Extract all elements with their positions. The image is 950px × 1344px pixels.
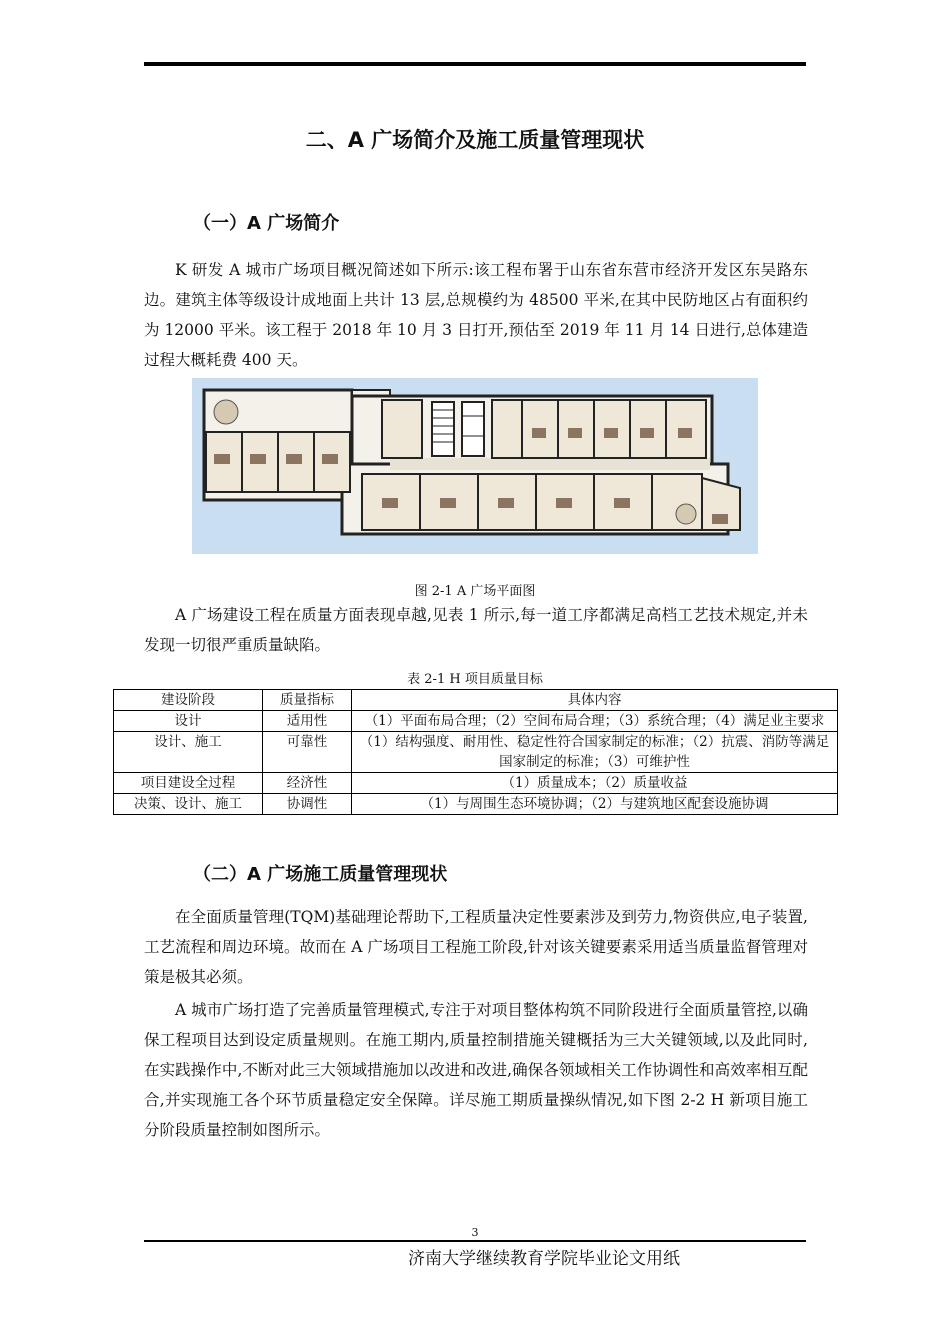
table-cell: 设计 — [114, 711, 263, 732]
table-header-cell: 质量指标 — [263, 690, 352, 711]
table-cell: （1）结构强度、耐用性、稳定性符合国家制定的标准；（2）抗震、消防等满足国家制定的标准；（3）可维护性 — [352, 732, 838, 773]
table-cell: 可靠性 — [263, 732, 352, 773]
footer-label: 济南大学继续教育学院毕业论文用纸 — [408, 1249, 680, 1269]
paragraph-management: A 城市广场打造了完善质量管理模式,专注于对项目整体构筑不同阶段进行全面质量管控,以确保工程项目达到设定质量规则。在施工期内,质量控制措施关键概括为三大关键领域,以及此同时,在实践操作中,不断对此三大领域措施加以改进和改进,确保各领域相关工作协调性和高效率相互配合,并实现施工各个环节质量稳定安全保障。详尽施工期质量操纵情况,如下图 2-2 H 新项目施工分阶段质量控制如图所示。 — [144, 1001, 808, 1139]
table-header-cell: 具体内容 — [352, 690, 838, 711]
subsection-title-1: （一）A 广场简介 — [193, 213, 340, 234]
paragraph-intro: K 研发 A 城市广场项目概况简述如下所示:该工程布署于山东省东营市经济开发区东吴路东边。建筑主体等级设计成地面上共计 13 层,总规模约为 48500 平米,在其中民防地区占有面积约为 12000 平米。该工程于 2018 年 10 月 3 日打开,预估至 2019 年 11 月 14 日进行,总体建造过程大概耗费 400 天。 — [144, 261, 808, 369]
paragraph-tqm: 在全面质量管理(TQM)基础理论帮助下,工程质量决定性要素涉及到劳力,物资供应,电子装置,工艺流程和周边环境。故而在 A 广场项目工程施工阶段,针对该关键要素采用适当质量监督管理对策是极其必须。 — [144, 908, 808, 986]
paragraph-quality: A 广场建设工程在质量方面表现卓越,见表 1 所示,每一道工序都满足高档工艺技术规定,并未发现一切很严重质量缺陷。 — [144, 606, 808, 654]
quality-goals-table — [113, 689, 838, 815]
table-header-row — [114, 690, 838, 711]
table-cell: （1）质量成本；（2）质量收益 — [352, 773, 838, 794]
table-cell: 适用性 — [263, 711, 352, 732]
table-cell: 经济性 — [263, 773, 352, 794]
table-cell: （1）与周围生态环境协调；（2）与建筑地区配套设施协调 — [352, 794, 838, 815]
table-row — [114, 711, 838, 732]
header-rule — [144, 62, 806, 66]
table-cell: 决策、设计、施工 — [114, 794, 263, 815]
footer-rule — [144, 1240, 806, 1242]
section-title: 二、A 广场简介及施工质量管理现状 — [305, 128, 645, 152]
floor-plan-drawing — [192, 378, 758, 554]
page-number: 3 — [471, 1226, 479, 1239]
table-cell: （1）平面布局合理；（2）空间布局合理；（3）系统合理；（4）满足业主要求 — [352, 711, 838, 732]
table-row — [114, 773, 838, 794]
figure-caption: 图 2-1 A 广场平面图 — [414, 584, 536, 599]
table-row — [114, 794, 838, 815]
table-caption: 表 2-1 H 项目质量目标 — [407, 672, 543, 687]
subsection-title-2: （二）A 广场施工质量管理现状 — [193, 864, 448, 885]
floor-plan-figure — [192, 378, 758, 554]
table-cell: 项目建设全过程 — [114, 773, 263, 794]
table-row — [114, 732, 838, 773]
table-cell: 协调性 — [263, 794, 352, 815]
table-cell: 设计、施工 — [114, 732, 263, 773]
table-header-cell: 建设阶段 — [114, 690, 263, 711]
